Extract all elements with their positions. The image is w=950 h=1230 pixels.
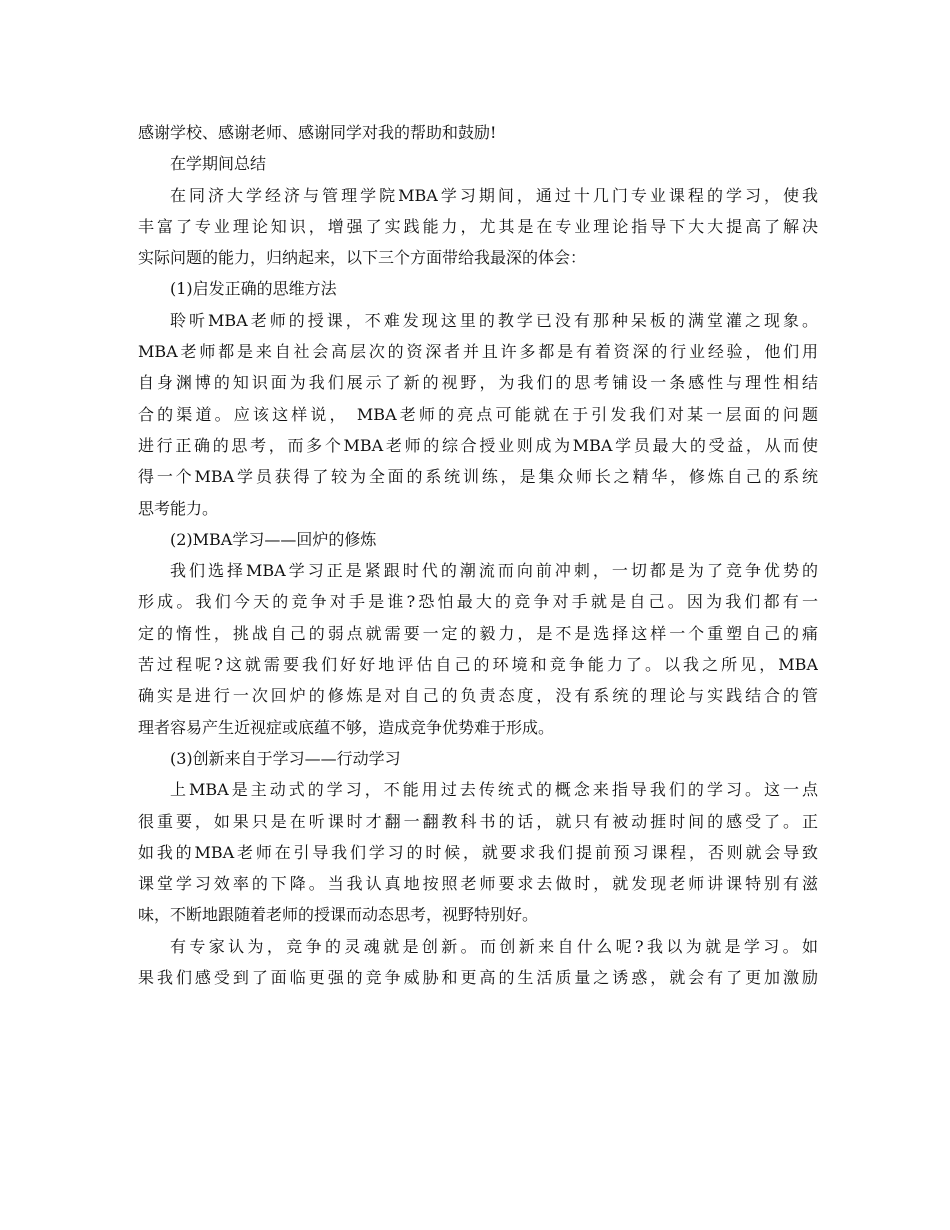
text-line: 思考能力。: [138, 498, 219, 518]
text-line: 在同济大学经济与管理学院MBA学习期间，通过十几门专业课程的学习，使我: [170, 185, 818, 205]
text-line: 如我的MBA老师在引导我们学习的时候，就要求我们提前预习课程，否则就会导致: [138, 842, 818, 862]
text-line: 有专家认为，竞争的灵魂就是创新。而创新来自什么呢?我以为就是学习。如: [170, 936, 818, 956]
text-line: 很重要，如果只是在听课时才翻一翻教科书的话，就只有被动捱时间的感受了。正: [138, 811, 818, 831]
body-text: [138, 117, 818, 993]
text-line: 上MBA是主动式的学习，不能用过去传统式的概念来指导我们的学习。这一点: [170, 780, 818, 800]
text-line: 形成。我们今天的竞争对手是谁?恐怕最大的竞争对手就是自己。因为我们都有一: [138, 592, 818, 612]
text-line: 味，不断地跟随着老师的授课而动态思考，视野特别好。: [138, 905, 539, 925]
text-line: 理者容易产生近视症或底蕴不够，造成竞争优势难于形成。: [138, 717, 555, 737]
text-line: 我们选择MBA学习正是紧跟时代的潮流而向前冲刺，一切都是为了竞争优势的: [170, 561, 818, 581]
section-heading: (1)启发正确的思维方法: [170, 279, 337, 299]
text-line: 进行正确的思考，而多个MBA老师的综合授业则成为MBA学员最大的受益，从而使: [138, 435, 818, 455]
text-line: 聆听MBA老师的授课，不难发现这里的教学已没有那种呆板的满堂灌之现象。: [170, 310, 818, 330]
text-line: 定的惰性，挑战自己的弱点就需要一定的毅力，是不是选择这样一个重塑自己的痛: [138, 623, 818, 643]
text-line: 实际问题的能力，归纳起来，以下三个方面带给我最深的体会：: [138, 248, 587, 268]
text-line: 苦过程呢?这就需要我们好好地评估自己的环境和竞争能力了。以我之所见，MBA: [138, 655, 818, 675]
text-line: MBA老师都是来自社会高层次的资深者并且许多都是有着资深的行业经验，他们用: [138, 342, 818, 362]
text-line: 确实是进行一次回炉的修炼是对自己的负责态度，没有系统的理论与实践结合的管: [138, 686, 818, 706]
section-heading: (2)MBA学习——回炉的修炼: [170, 529, 377, 549]
text-line: 得一个MBA学员获得了较为全面的系统训练，是集众师长之精华，修炼自己的系统: [138, 467, 818, 487]
text-line: 丰富了专业理论知识，增强了实践能力，尤其是在专业理论指导下大大提高了解决: [138, 216, 818, 236]
text-line: 果我们感受到了面临更强的竞争威胁和更高的生活质量之诱惑，就会有了更加激励: [138, 968, 818, 988]
text-line: 感谢学校、感谢老师、感谢同学对我的帮助和鼓励!: [138, 123, 497, 142]
text-line: 合的渠道。应该这样说， MBA老师的亮点可能就在于引发我们对某一层面的问题: [138, 404, 818, 424]
section-heading: 在学期间总结: [170, 154, 267, 174]
text-line: 课堂学习效率的下降。当我认真地按照老师要求去做时，就发现老师讲课特别有滋: [138, 874, 818, 894]
text-line: 自身渊博的知识面为我们展示了新的视野，为我们的思考铺设一条感性与理性相结: [138, 373, 818, 393]
section-heading: (3)创新来自于学习——行动学习: [170, 748, 401, 768]
